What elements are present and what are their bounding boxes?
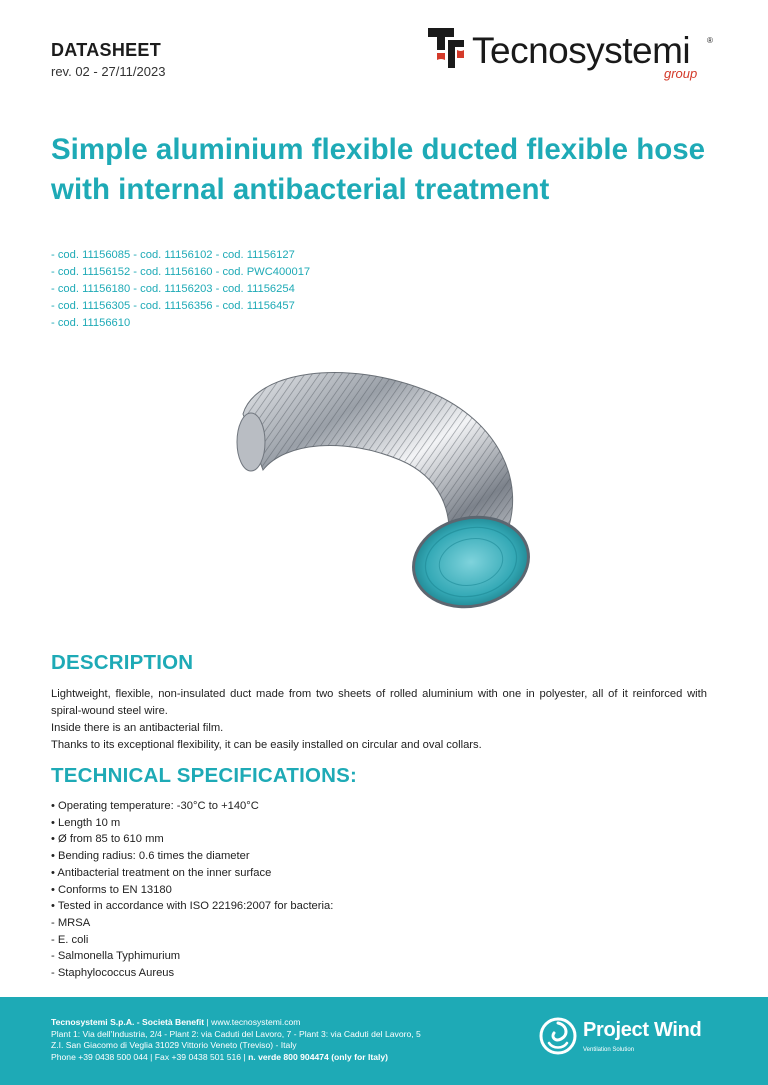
footer-separator: | (206, 1017, 209, 1027)
brand-name: Tecnosystemi (472, 30, 691, 71)
project-wind-logo (539, 1015, 729, 1059)
description-paragraph: Inside there is an antibacterial film. (51, 722, 224, 734)
project-wind-name: Project Wind (583, 1019, 702, 1041)
document-type: DATASHEET (51, 40, 162, 60)
spec-item: • Operating temperature: -30°C to +140°C (51, 800, 259, 812)
spec-item: - E. coli (51, 933, 89, 946)
spec-item: - Staphylococcus Aureus (51, 967, 175, 980)
code-line: - cod. 11156152 - cod. 11156160 - cod. PWC400017 (51, 266, 311, 278)
footer-fax: Fax +39 0438 501 516 (154, 1051, 242, 1062)
project-wind-logo-icon (539, 1017, 577, 1055)
footer-contact-info (51, 1017, 421, 1063)
footer-separator: | (243, 1051, 246, 1062)
code-line: - cod. 11156180 - cod. 11156203 - cod. 11156254 (51, 283, 295, 295)
footer-company: Tecnosystemi S.p.A. - Società Benefit (51, 1017, 205, 1027)
description-paragraph: Thanks to its exceptional flexibility, it can be easily installed on circular and oval collars. (51, 739, 482, 751)
flexible-duct-image (225, 362, 545, 620)
tecnosystemi-logo-mark-icon (428, 28, 464, 68)
spec-item: • Length 10 m (51, 816, 121, 829)
footer-address: Z.I. San Giacomo di Veglia 31029 Vittorio Veneto (Treviso) - Italy (51, 1040, 297, 1051)
description-body (51, 686, 707, 754)
page-title: Simple aluminium flexible ducted flexible hose with internal antibacterial treatment (51, 133, 706, 206)
spec-item: • Tested in accordance with ISO 22196:2007 for bacteria: (51, 900, 334, 913)
brand-group: group (664, 66, 698, 81)
code-line: - cod. 11156305 - cod. 11156356 - cod. 11156457 (51, 300, 295, 312)
document-header (51, 40, 165, 79)
spec-item: - MRSA (51, 916, 91, 929)
page-footer (0, 997, 768, 1085)
registered-mark: ® (707, 36, 713, 45)
product-codes (51, 247, 310, 332)
code-line: - cod. 11156085 - cod. 11156102 - cod. 11156127 (51, 249, 295, 261)
description-paragraph: Lightweight, flexible, non-insulated duct made from two sheets of rolled aluminium with one in polyester, all of it reinforced with spiral-wound steel wire. (51, 688, 707, 717)
spec-item: • Bending radius: 0.6 times the diameter (51, 850, 250, 863)
footer-website-link[interactable]: www.tecnosystemi.com (211, 1017, 301, 1027)
tecnosystemi-logo (428, 28, 728, 84)
spec-item: • Antibacterial treatment on the inner surface (51, 866, 272, 879)
project-wind-tagline: Ventilation Solution (583, 1047, 635, 1053)
footer-plants: Plant 1: Via dell'Industria, 2/4 - Plant 2: via Caduti del Lavoro, 7 - Plant 3: via Caduti del Lavoro, 5 (51, 1028, 421, 1039)
spec-item: • Conforms to EN 13180 (51, 883, 172, 896)
spec-item: - Salmonella Typhimurium (51, 950, 181, 963)
technical-specifications-heading: TECHNICAL SPECIFICATIONS: (51, 764, 358, 787)
revision-date: rev. 02 - 27/11/2023 (51, 64, 166, 79)
footer-phone: Phone +39 0438 500 044 (51, 1051, 148, 1062)
description-heading: DESCRIPTION (51, 651, 194, 674)
code-line: - cod. 11156610 (51, 317, 131, 329)
footer-toll-free: n. verde 800 904474 (only for Italy) (248, 1051, 389, 1062)
footer-separator: | (150, 1051, 153, 1062)
spec-item: • Ø from 85 to 610 mm (51, 833, 164, 846)
technical-specifications-list (51, 798, 333, 982)
